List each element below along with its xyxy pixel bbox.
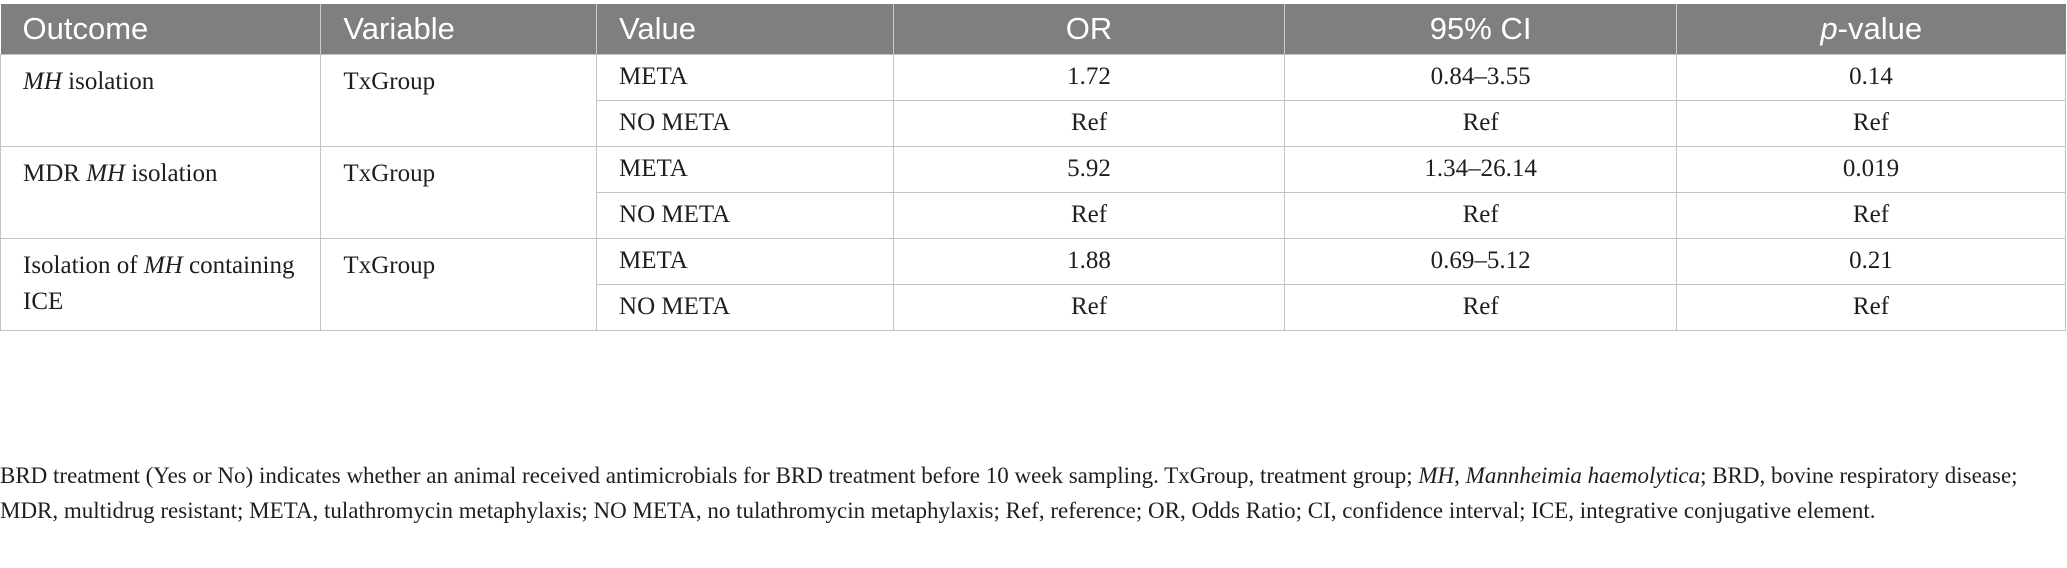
ci-cell: 0.84–3.55 bbox=[1285, 54, 1677, 100]
or-cell: Ref bbox=[893, 100, 1285, 146]
or-cell: 1.88 bbox=[893, 238, 1285, 284]
value-cell: META bbox=[597, 146, 894, 192]
outcome-text: MDR bbox=[23, 159, 87, 187]
outcome-text: containing ICE bbox=[23, 251, 295, 315]
footnote-segment: BRD treatment (Yes or No) indicates whether an animal received antimicrobials for BRD treatment before 10 week sampling. TxGroup, treatment group; bbox=[0, 463, 1419, 488]
outcome-text: isolation bbox=[61, 67, 155, 95]
table-footnote bbox=[0, 458, 2062, 528]
value-cell: NO META bbox=[597, 284, 894, 330]
outcome-text: MH bbox=[143, 251, 183, 279]
ci-cell: Ref bbox=[1285, 284, 1677, 330]
or-cell: 5.92 bbox=[893, 146, 1285, 192]
outcome-cell bbox=[1, 54, 321, 146]
header-ci: 95% CI bbox=[1285, 4, 1677, 54]
header-variable: Variable bbox=[321, 4, 597, 54]
table-row bbox=[1, 146, 2066, 192]
outcome-text: isolation bbox=[125, 159, 218, 187]
outcome-cell bbox=[1, 146, 321, 238]
value-cell: META bbox=[597, 54, 894, 100]
value-cell: META bbox=[597, 238, 894, 284]
or-cell: Ref bbox=[893, 284, 1285, 330]
footnote-text bbox=[0, 458, 2062, 528]
or-cell: 1.72 bbox=[893, 54, 1285, 100]
footnote-segment: MH bbox=[1418, 463, 1455, 488]
header-value: Value bbox=[597, 4, 894, 54]
table-row bbox=[1, 238, 2066, 284]
outcome-text: Isolation of bbox=[23, 251, 144, 279]
variable-cell: TxGroup bbox=[321, 238, 597, 330]
outcome-text: MH bbox=[23, 67, 62, 95]
p-value-cell: Ref bbox=[1676, 192, 2065, 238]
results-table bbox=[0, 4, 2066, 331]
ci-cell: Ref bbox=[1285, 100, 1677, 146]
variable-cell: TxGroup bbox=[321, 54, 597, 146]
outcome-text: MH bbox=[86, 159, 126, 187]
or-cell: Ref bbox=[893, 192, 1285, 238]
footnote-segment: ; BRD, bovine respiratory disease; MDR, multidrug resistant; META, tulathromycin metaphylaxis; NO META, no tulathromycin metaphylaxis; Ref, reference; OR, Odds Ratio; CI, confidence interval; ICE, integrative conjugative element. bbox=[0, 463, 2018, 523]
p-value-cell: Ref bbox=[1676, 284, 2065, 330]
p-value-cell: 0.14 bbox=[1676, 54, 2065, 100]
table-row bbox=[1, 54, 2066, 100]
variable-cell: TxGroup bbox=[321, 146, 597, 238]
ci-cell: 0.69–5.12 bbox=[1285, 238, 1677, 284]
ci-cell: Ref bbox=[1285, 192, 1677, 238]
header-or: OR bbox=[893, 4, 1285, 54]
header-p-value bbox=[1676, 4, 2065, 54]
header-outcome: Outcome bbox=[1, 4, 321, 54]
value-cell: NO META bbox=[597, 100, 894, 146]
header-p-italic: p bbox=[1820, 10, 1838, 46]
outcome-cell bbox=[1, 238, 321, 330]
footnote-segment: , bbox=[1454, 463, 1466, 488]
p-value-cell: 0.21 bbox=[1676, 238, 2065, 284]
p-value-cell: 0.019 bbox=[1676, 146, 2065, 192]
value-cell: NO META bbox=[597, 192, 894, 238]
header-p-rest: -value bbox=[1837, 10, 1923, 46]
footnote-segment: Mannheimia haemolytica bbox=[1465, 463, 1701, 488]
ci-cell: 1.34–26.14 bbox=[1285, 146, 1677, 192]
p-value-cell: Ref bbox=[1676, 100, 2065, 146]
header-row bbox=[1, 4, 2066, 54]
